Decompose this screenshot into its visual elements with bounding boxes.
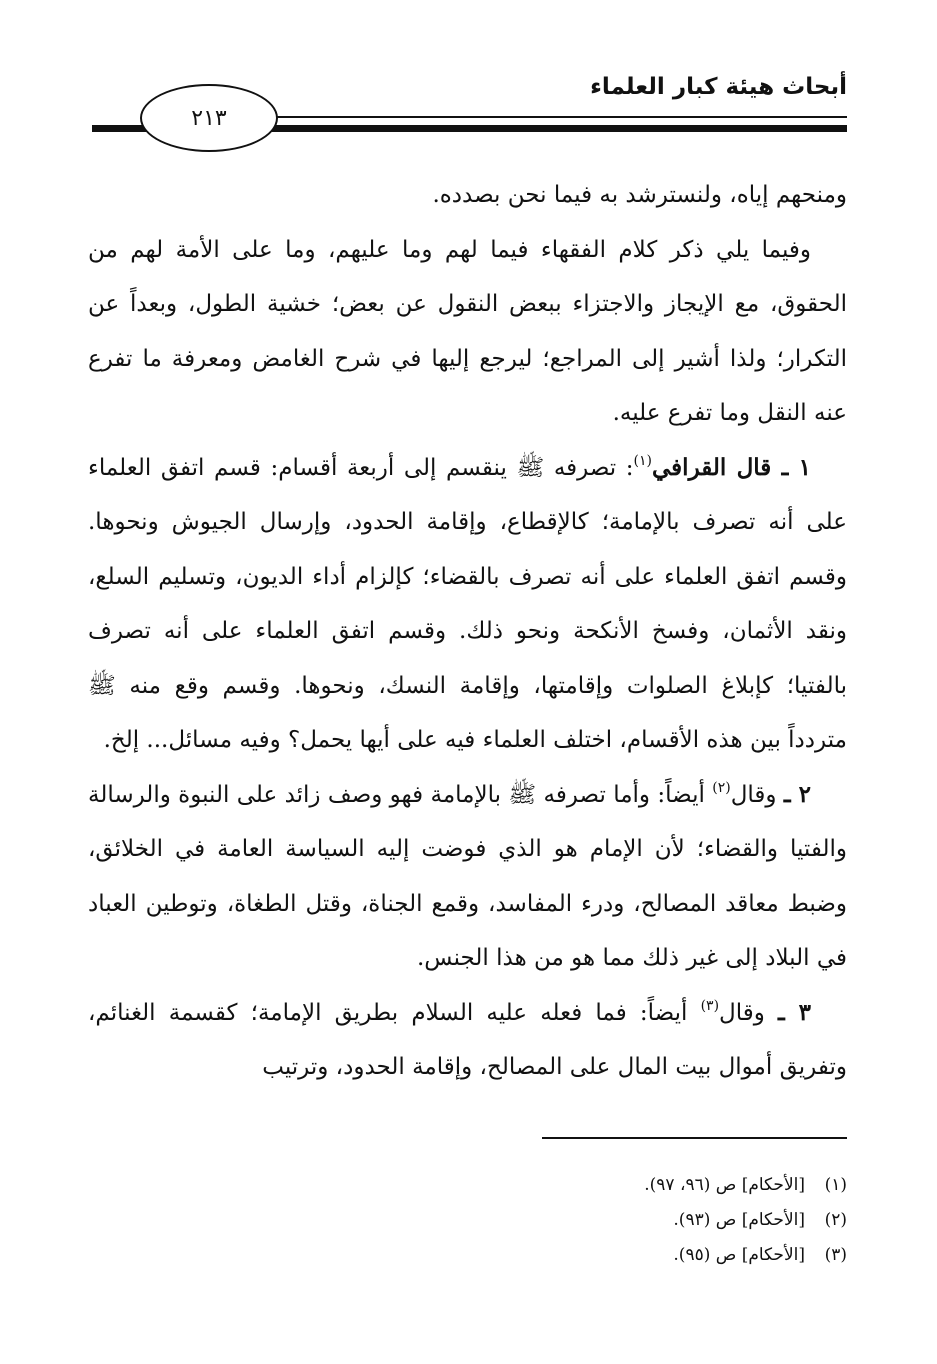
footnote-3-text: [الأحكام] ص (٩٥). <box>673 1245 805 1265</box>
running-title: أبحاث هيئة كبار العلماء <box>590 74 847 100</box>
item-3-text: أيضاً: فما فعله عليه السلام بطريق الإمامة؛ كقسمة الغنائم، وتفريق أموال بيت المال على المصالح، وإقامة الحدود، وترتيب <box>88 999 847 1080</box>
paragraph-continuation: ومنحهم إياه، ولنسترشد به فيما نحن بصدده. <box>432 182 847 208</box>
page-number-oval <box>140 84 278 152</box>
paragraph-intro: وفيما يلي ذكر كلام الفقهاء فيما لهم وما عليهم، وما على الأمة لهم من الحقوق، مع الإيجاز والاجتزاء ببعض النقول عن بعض؛ خشية الطول، وبعداً عن التكرار؛ ولذا أشير إلى المراجع؛ ليرجع إليها في شرح الغامض ومعرفة ما تفرع عنه النقل وما تفرع عليه. <box>88 236 847 426</box>
footnote-2-mark: (٢) <box>824 1210 847 1230</box>
footnote-2-text: [الأحكام] ص (٩٣). <box>673 1210 805 1230</box>
body-text <box>88 168 847 1095</box>
item-2-number: ٢ ـ <box>783 780 812 808</box>
item-2-lead: وقال <box>730 781 777 808</box>
footnote-3-mark: (٣) <box>824 1245 847 1265</box>
footnote-1 <box>300 1168 847 1203</box>
footnote-1-text: [الأحكام] ص (٩٦، ٩٧). <box>644 1175 805 1195</box>
item-1-heading: ١ ـ قال القرافي <box>652 453 811 481</box>
item-3-lead: وقال <box>719 999 765 1026</box>
footnote-separator <box>542 1137 847 1139</box>
page-number: ٢١٣ <box>191 105 227 131</box>
footnote-2 <box>300 1203 847 1238</box>
footnotes <box>300 1168 847 1273</box>
item-3-number: ٣ ـ <box>778 998 812 1026</box>
footnote-ref-1: (١) <box>633 452 653 469</box>
paragraph-item-3 <box>88 986 847 1095</box>
item-1-text: : تصرفه ﷺ ينقسم إلى أربعة أقسام: قسم اتفق العلماء على أنه تصرف بالإمامة؛ كالإقطاع، وإقامة الحدود، وإرسال الجيوش ونحوها. وقسم اتفق العلماء على أنه تصرف بالقضاء؛ كإلزام أداء الديون، وتسليم السلع، ونقد الأثمان، وفسخ الأنكحة ونحو ذلك. وقسم اتفق العلماء على أنه تصرف بالفتيا؛ كإبلاغ الصلوات وإقامتها، وإقامة النسك، ونحوها. وقسم وقع منه ﷺ متردداً بين هذه الأقسام، اختلف العلماء فيه على أيها يحمل؟ وفيه مسائل... إلخ. <box>88 454 847 753</box>
item-2-text: أيضاً: وأما تصرفه ﷺ بالإمامة فهو وصف زائد على النبوة والرسالة والفتيا والقضاء؛ لأن الإمام هو الذي فوضت إليه السياسة العامة في الخلائق، وضبط معاقد المصالح، ودرء المفاسد، وقمع الجناة، وقتل الطغاة، وتوطين العباد في البلاد إلى غير ذلك مما هو من هذا الجنس. <box>88 781 847 971</box>
footnote-3 <box>300 1238 847 1273</box>
paragraph-item-2 <box>88 768 847 986</box>
footnote-1-mark: (١) <box>824 1175 847 1195</box>
footnote-ref-3: (٣) <box>700 997 720 1014</box>
paragraph-item-1 <box>88 441 847 768</box>
header-rule-thin <box>232 116 847 118</box>
footnote-ref-2: (٢) <box>712 779 731 796</box>
